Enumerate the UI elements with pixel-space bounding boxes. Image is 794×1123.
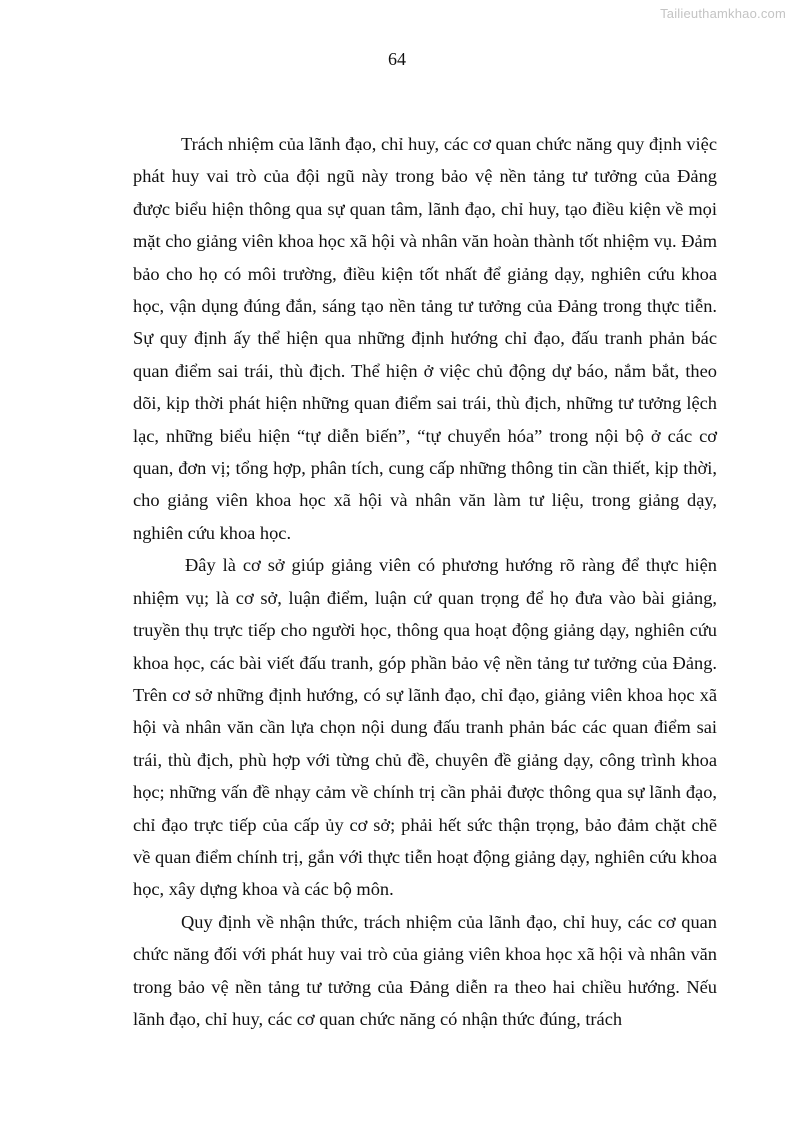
paragraph-3: Quy định về nhận thức, trách nhiệm của lãnh đạo, chỉ huy, các cơ quan chức năng đối với phát huy vai trò của giảng viên khoa học xã hội và nhân văn trong bảo vệ nền tảng tư tưởng của Đảng diễn ra theo hai chiều hướng. Nếu lãnh đạo, chỉ huy, các cơ quan chức năng có nhận thức đúng, trách <box>133 911 717 1029</box>
paragraph-2: Đây là cơ sở giúp giảng viên có phương hướng rõ ràng để thực hiện nhiệm vụ; là cơ sở, luận điểm, luận cứ quan trọng để họ đưa vào bài giảng, truyền thụ trực tiếp cho người học, thông qua hoạt động giảng dạy, nghiên cứu khoa học, các bài viết đấu tranh, góp phần bảo vệ nền tảng tư tưởng của Đảng. Trên cơ sở những định hướng, có sự lãnh đạo, chỉ đạo, giảng viên khoa học xã hội và nhân văn cần lựa chọn nội dung đấu tranh phản bác các quan điểm sai trái, thù địch, phù hợp với từng chủ đề, chuyên đề giảng dạy, công trình khoa học; những vấn đề nhạy cảm về chính trị cần phải được thông qua sự lãnh đạo, chỉ đạo trực tiếp của cấp ủy cơ sở; phải hết sức thận trọng, bảo đảm chặt chẽ về quan điểm chính trị, gắn với thực tiễn hoạt động giảng dạy, nghiên cứu khoa học, xây dựng khoa và các bộ môn. <box>133 555 717 900</box>
document-body <box>133 128 717 1035</box>
paragraph-1: Trách nhiệm của lãnh đạo, chỉ huy, các cơ quan chức năng quy định việc phát huy vai trò của đội ngũ này trong bảo vệ nền tảng tư tưởng của Đảng được biểu hiện thông qua sự quan tâm, lãnh đạo, chỉ huy, tạo điều kiện về mọi mặt cho giảng viên khoa học xã hội và nhân văn hoàn thành tốt nhiệm vụ. Đảm bảo cho họ có môi trường, điều kiện tốt nhất để giảng dạy, nghiên cứu khoa học, vận dụng đúng đắn, sáng tạo nền tảng tư tưởng của Đảng trong thực tiễn. Sự quy định ấy thể hiện qua những định hướng chỉ đạo, đấu tranh phản bác quan điểm sai trái, thù địch. Thể hiện ở việc chủ động dự báo, nắm bắt, theo dõi, kịp thời phát hiện những quan điểm sai trái, thù địch, những tư tưởng lệch lạc, những biểu hiện “tự diễn biến”, “tự chuyển hóa” trong nội bộ ở các cơ quan, đơn vị; tổng hợp, phân tích, cung cấp những thông tin cần thiết, kịp thời, cho giảng viên khoa học xã hội và nhân văn làm tư liệu, trong giảng dạy, nghiên cứu khoa học. <box>133 134 717 543</box>
page-number: 64 <box>388 49 406 69</box>
watermark: Tailieuthamkhao.com <box>660 6 786 21</box>
